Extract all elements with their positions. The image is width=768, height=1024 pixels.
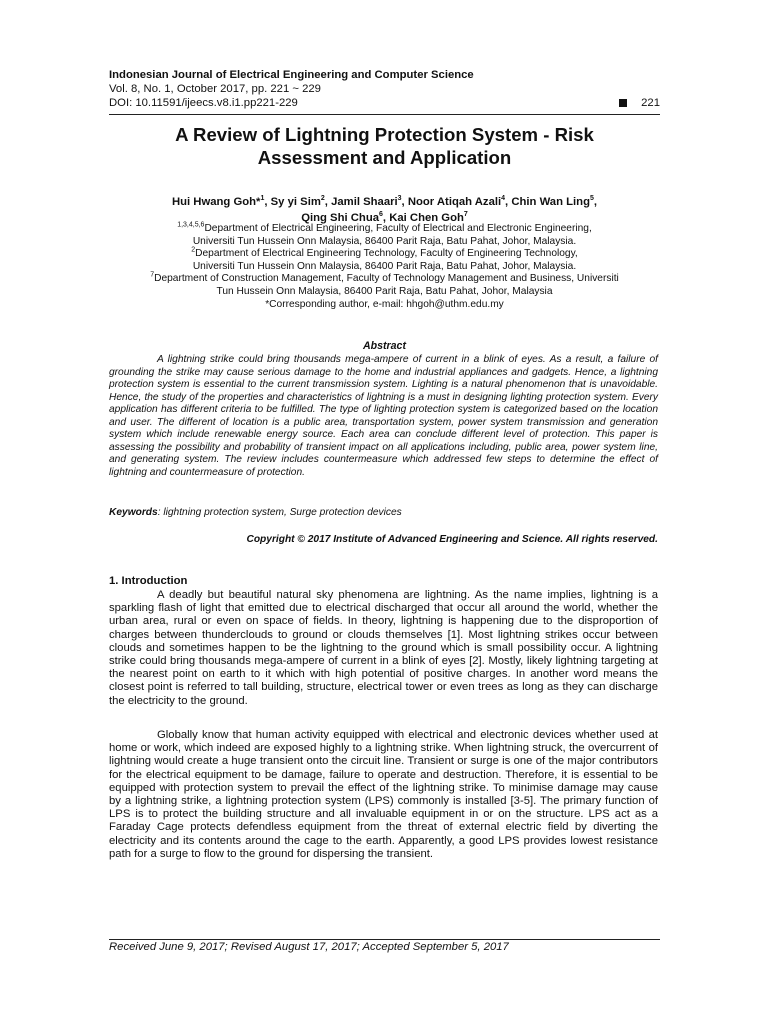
keywords-label: Keywords [109, 507, 158, 518]
page-number: 221 [641, 97, 660, 109]
doi-row [109, 96, 660, 110]
abstract-heading: Abstract [363, 340, 406, 352]
affiliation-text: Department of Construction Management, Faculty of Technology Management and Business, Universiti [154, 273, 619, 285]
author-sup: 4 [501, 195, 506, 203]
section-heading: 1. Introduction [109, 575, 188, 587]
page-number-group [619, 96, 660, 110]
title-line-1: A Review of Lightning Protection System - Risk [175, 124, 594, 145]
journal-header [109, 68, 660, 110]
volume-info: Vol. 8, No. 1, October 2017, pp. 221 ~ 229 [109, 83, 321, 95]
author-line-2: Qing Shi Chua$^6$, Kai Chen Goh$^7$ [301, 211, 468, 224]
affiliation-sup: 2 [191, 246, 196, 254]
copyright-notice: Copyright © 2017 Institute of Advanced Engineering and Science. All rights reserved. [246, 534, 658, 545]
author-sup: 3 [397, 195, 402, 203]
affiliation-3-line-1 [109, 273, 660, 286]
header-divider [109, 114, 660, 115]
author-name: Noor Atiqah Azali [407, 196, 502, 208]
paper-title [109, 123, 660, 169]
affiliation-2-line-1 [109, 248, 660, 261]
author-sup: 2 [320, 195, 325, 203]
corresponding-author: *Corresponding author, e-mail: hhgoh@uthm.edu.my [265, 298, 504, 310]
affiliation-1-line-2: Universiti Tun Hussein Onn Malaysia, 86400 Parit Raja, Batu Pahat, Johor, Malaysia. [192, 235, 577, 247]
affiliation-3-line-2: Tun Hussein Onn Malaysia, 86400 Parit Raja, Batu Pahat, Johor, Malaysia [216, 285, 553, 297]
author-line-1: Hui Hwang Goh*$^1$, Sy yi Sim$^2$, Jamil Shaari$^3$, Noor Atiqah Azali$^4$, Chin Wan Ling$^5$, [171, 195, 598, 208]
square-bullet-icon [619, 99, 627, 107]
author-name: Qing Shi Chua [301, 212, 380, 224]
author-sup: 6 [379, 211, 383, 219]
affiliations [109, 223, 660, 311]
abstract-text: A lightning strike could bring thousands mega-ampere of current in a blink of eyes. As a result, a failure of grounding the strike may cause serious damage to the home and industrial appliances and gadgets. Hence, a lightning protection system is essential to the current transmission system. Lighting is a natural phenomenon that is unavoidable. Hence, the study of the properties and characteristics of lightning is a must in designing lighting protection system. Every application has different criteria to be fulfilled. The type of lighting protection system is categorized based on the location and user. The different of location is a public area, transportation system, power system transmission and generation system which include renewable energy source. Each area can conclude different level of protection. This paper is assessing the possibility and probability of transient impact on all applications including, public area, power system line, and generating system. The review includes countermeasure which addressed few steps to determine the effect of lightning and countermeasure of protection. [109, 354, 658, 478]
body-paragraph-1: A deadly but beautiful natural sky phenomena are lightning. As the name implies, lightning is a sparkling flash of light that emitted due to electrical discharged that occur all around the world, whether the urban area, rural or even on space of fields. In theory, lightning is happening due to the disproportion of charges between thunderclouds to ground or clouds themselves [1]. Most lightning strikes occur between clouds and sometimes happen to be the lightning to the ground which is small possibility occur. A lightning strike could bring thousands mega-ampere of current in a blink of eyes [2]. Mostly, likely lightning targeting at the nearest point on earth to it which with high potential of positive charges. In another word means the closest point is referred to tall building, structure, electrical tower or even trees as long as they can discharge the electricity to the ground. [109, 589, 658, 707]
author-sup: 5 [589, 195, 594, 203]
author-name: Sy yi Sim [270, 196, 321, 208]
author-sup: 1 [260, 195, 265, 203]
keywords-values: : lightning protection system, Surge protection devices [157, 507, 402, 518]
doi: DOI: 10.11591/ijeecs.v8.i1.pp221-229 [109, 97, 298, 109]
affiliation-2-line-2: Universiti Tun Hussein Onn Malaysia, 86400 Parit Raja, Batu Pahat, Johor, Malaysia. [192, 260, 577, 272]
affiliation-sup: 7 [150, 271, 155, 279]
author-name: Chin Wan Ling [511, 196, 590, 208]
affiliation-text: Department of Electrical Engineering, Faculty of Electrical and Electronic Engineering, [204, 223, 592, 234]
journal-name: Indonesian Journal of Electrical Engineering and Computer Science [109, 69, 474, 81]
title-line-2: Assessment and Application [257, 147, 512, 168]
author-name: Hui Hwang Goh* [171, 196, 261, 208]
footer-divider [109, 939, 660, 940]
affiliation-text: Department of Electrical Engineering Technology, Faculty of Engineering Technology, [195, 248, 578, 260]
author-name: Kai Chen Goh [389, 212, 464, 224]
affiliation-1-line-1 [109, 223, 660, 236]
received-dates: Received June 9, 2017; Revised August 17, 2017; Accepted September 5, 2017 [109, 941, 509, 953]
keywords [109, 507, 660, 518]
body-paragraph-2: Globally know that human activity equipped with electrical and electronic devices whether used at home or work, which indeed are exposed highly to a lightning strike. When lightning struck, the overcurrent of lightning would create a huge transient onto the circuit line. Transient or surge is one of the major contributors for the electrical equipment to be damage, failure to operate and destruction. Therefore, it is essential to be equipped with protection system to prevail the effect of the lightning strike. To minimise damage may cause by a lightning strike, a lightning protection system (LPS) commonly is installed [3-5]. The primary function of LPS is to protect the building structure and all invaluable equipment in or on the structure. LPS act as a Faraday Cage protects defendless equipment from the threat of external electric field by diverting the electricity and its contents around the cage to the earth. Apparently, a good LPS provides lowest resistance path for a surge to flow to the ground for dispersing the transient. [109, 729, 658, 860]
author-sup: 7 [463, 211, 468, 219]
affiliation-sup: 1,3,4,5,6 [177, 221, 205, 229]
author-name: Jamil Shaari [331, 196, 398, 208]
